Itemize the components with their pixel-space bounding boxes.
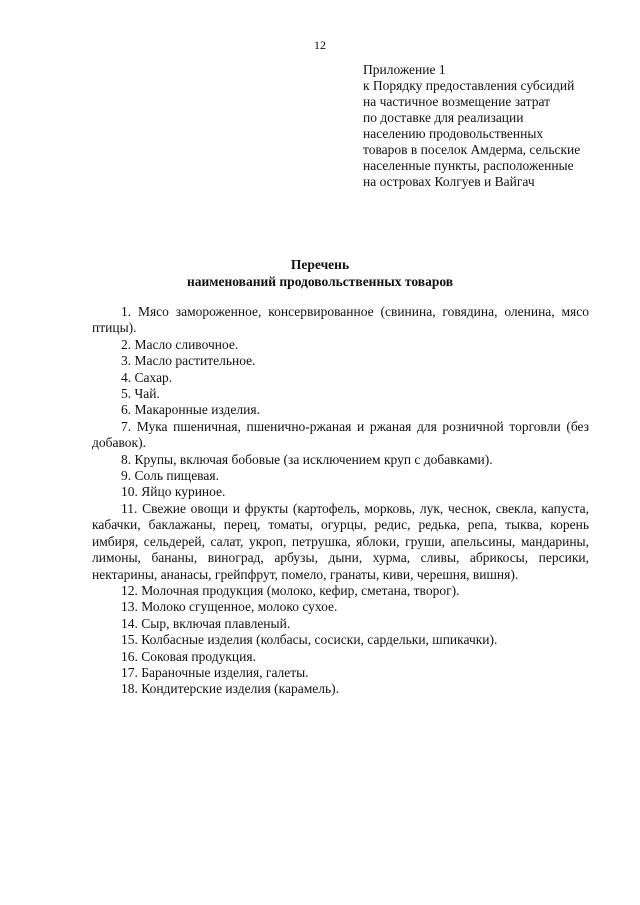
- list-item: 17. Бараночные изделия, галеты.: [121, 664, 309, 680]
- list-item: 3. Масло растительное.: [121, 353, 256, 369]
- appendix-line: населенные пункты, расположенные: [363, 158, 574, 173]
- list-item: 7. Мука пшеничная, пшенично-ржаная и ржаная для розничной торговли (без добавок).: [92, 418, 589, 451]
- list-item: 10. Яйцо куриное.: [121, 484, 226, 500]
- list-item: 6. Макаронные изделия.: [121, 402, 260, 418]
- appendix-line: на островах Колгуев и Вайгач: [363, 174, 535, 189]
- title-line-1: Перечень: [290, 257, 350, 272]
- appendix-header: [363, 62, 613, 190]
- list-item: 12. Молочная продукция (молоко, кефир, сметана, творог).: [121, 582, 460, 598]
- list-item: 15. Колбасные изделия (колбасы, сосиски, сардельки, шпикачки).: [121, 632, 498, 648]
- list-item: 16. Соковая продукция.: [121, 648, 256, 664]
- document-title: [0, 257, 640, 290]
- list-item: 18. Кондитерские изделия (карамель).: [121, 681, 340, 697]
- list-item: 1. Мясо замороженное, консервированное (свинина, говядина, оленина, мясо птицы).: [92, 304, 589, 336]
- appendix-line: Приложение 1: [363, 62, 446, 77]
- list-item: 9. Соль пищевая.: [121, 468, 219, 484]
- appendix-line: к Порядку предоставления субсидий: [363, 78, 575, 93]
- appendix-line: населению продовольственных: [363, 126, 544, 141]
- list-item: 4. Сахар.: [121, 369, 173, 385]
- goods-list: [92, 304, 589, 698]
- list-item: 13. Молоко сгущенное, молоко сухое.: [121, 599, 338, 615]
- title-line-2: наименований продовольственных товаров: [186, 273, 454, 289]
- page-number: 12: [314, 38, 326, 52]
- appendix-line: по доставке для реализации: [363, 110, 524, 125]
- appendix-line: товаров в поселок Амдерма, сельские: [363, 142, 581, 157]
- list-item: 8. Крупы, включая бобовые (за исключением круп с добавками).: [121, 451, 493, 467]
- list-item: 2. Масло сливочное.: [121, 336, 239, 352]
- appendix-line: на частичное возмещение затрат: [363, 94, 551, 109]
- list-item: 5. Чай.: [121, 386, 160, 402]
- list-item: 14. Сыр, включая плавленый.: [121, 615, 291, 631]
- list-item: 11. Свежие овощи и фрукты (картофель, морковь, лук, чеснок, свекла, капуста, кабачки, баклажаны, перец, томаты, огурцы, редис, редька, репа, тыква, корень имбиря, сельдерей, салат, укроп, петрушка, яблоки, груши, апельсины, мандарины, лимоны, бананы, виноград, арбузы, дыни, хурма, сливы, абрикосы, персики, нектарины, ананасы, грейпфрут, помело, гранаты, киви, черешня, вишня).: [92, 500, 589, 582]
